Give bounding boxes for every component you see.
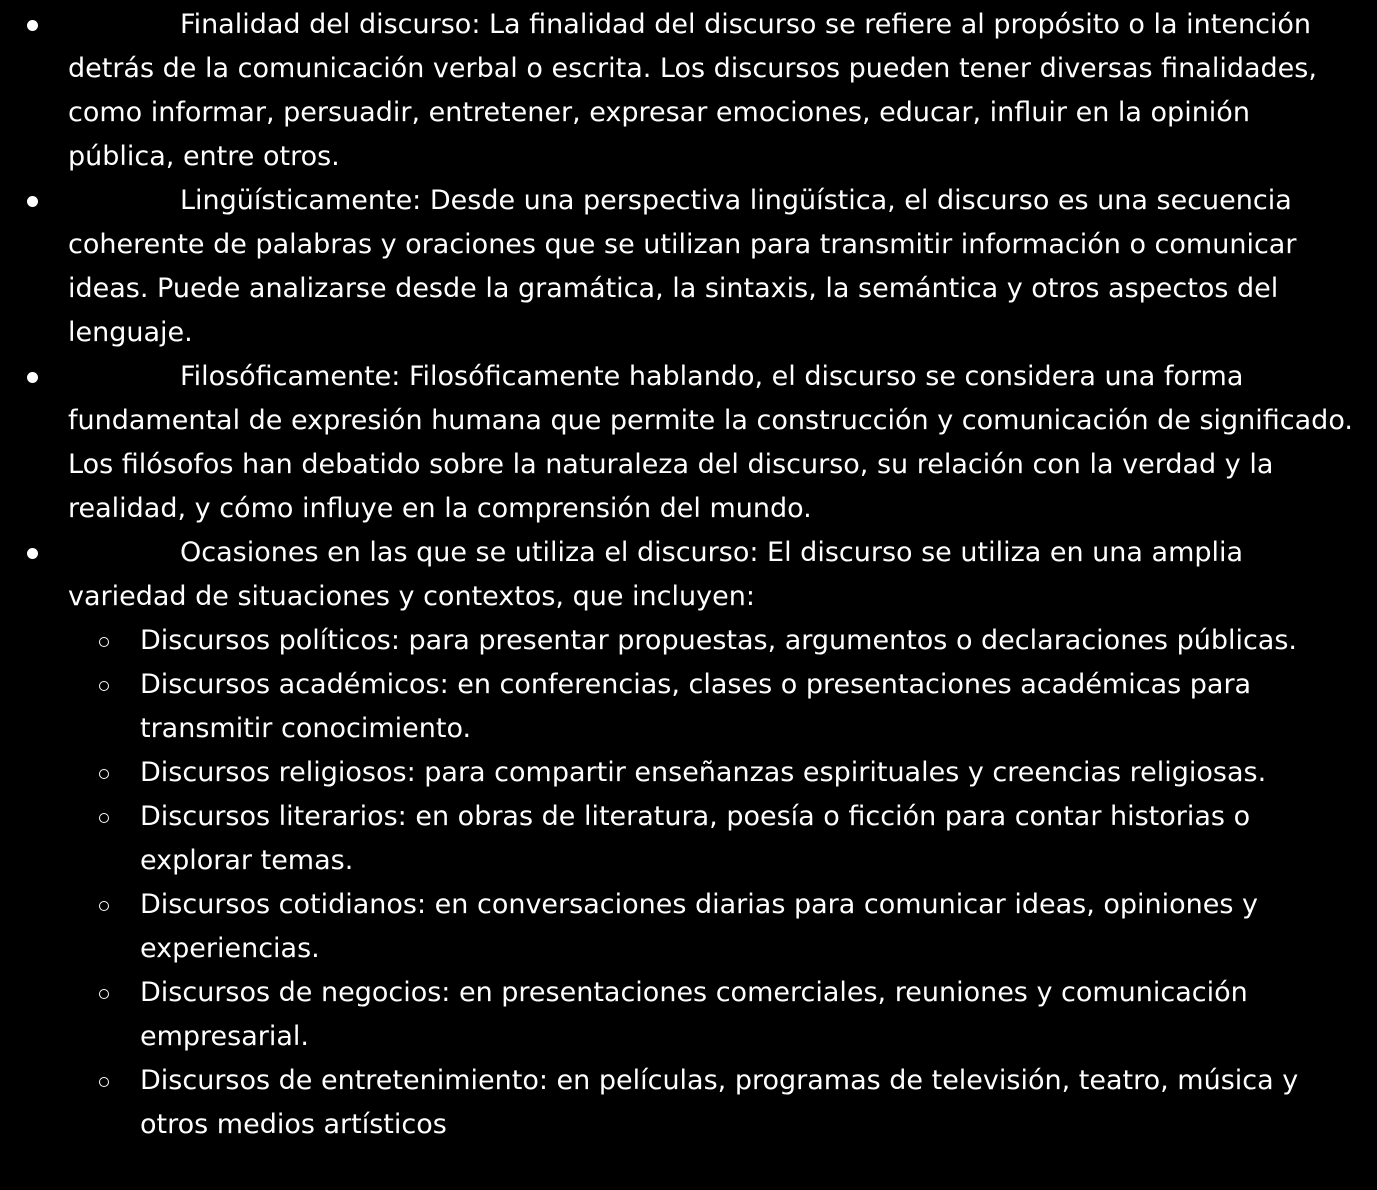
- hollow-bullet-icon: [94, 883, 114, 927]
- sub-list-item: [140, 751, 1358, 795]
- sub-list-item-text: Discursos religiosos: para compartir enseñanzas espirituales y creencias religiosas.: [140, 757, 1267, 788]
- hollow-bullet-icon: [94, 795, 114, 839]
- list-item: [68, 531, 1358, 619]
- hollow-bullet-icon: [94, 619, 114, 663]
- list-item-text: Finalidad del discurso: La finalidad del discurso se refiere al propósito o la intención detrás de la comunicación verbal o escrita. Los discursos pueden tener diversas finalidades, como informar, persuadir, entretener, expresar emociones, educar, influir en la opinión pública, entre otros.: [68, 9, 1317, 172]
- hollow-bullet-icon: [94, 751, 114, 795]
- hollow-bullet-icon: [94, 663, 114, 707]
- hollow-bullet-icon: [94, 1059, 114, 1103]
- sub-list-item-text: Discursos literarios: en obras de literatura, poesía o ficción para contar historias o explorar temas.: [140, 801, 1251, 876]
- bullet-icon: [22, 179, 42, 223]
- list-item: [68, 3, 1358, 179]
- sub-list-item-text: Discursos académicos: en conferencias, clases o presentaciones académicas para transmitir conocimiento.: [140, 669, 1252, 744]
- list-item-text: Ocasiones en las que se utiliza el discurso: El discurso se utiliza en una amplia variedad de situaciones y contextos, que incluyen:: [68, 537, 1244, 612]
- sub-list-item-text: Discursos cotidianos: en conversaciones diarias para comunicar ideas, opiniones y experiencias.: [140, 889, 1259, 964]
- sub-list-item-text: Discursos de negocios: en presentaciones comerciales, reuniones y comunicación empresarial.: [140, 977, 1248, 1052]
- hollow-bullet-icon: [94, 971, 114, 1015]
- sub-list-item-text: Discursos de entretenimiento: en películas, programas de televisión, teatro, música y otros medios artísticos: [140, 1065, 1299, 1140]
- bullet-icon: [22, 531, 42, 575]
- bullet-icon: [22, 3, 42, 47]
- sub-list-item: [140, 795, 1358, 883]
- list-item: [68, 179, 1358, 355]
- list-item: [68, 355, 1358, 531]
- list-item-text: Lingüísticamente: Desde una perspectiva lingüística, el discurso es una secuencia coherente de palabras y oraciones que se utilizan para transmitir información o comunicar ideas. Puede analizarse desde la gramática, la sintaxis, la semántica y otros aspectos del lenguaje.: [68, 185, 1297, 348]
- sub-list-item: [140, 883, 1358, 971]
- sub-list-item-text: Discursos políticos: para presentar propuestas, argumentos o declaraciones públicas.: [140, 625, 1298, 656]
- sub-list-item: [140, 619, 1358, 663]
- list-item-text: Filosóficamente: Filosóficamente hablando, el discurso se considera una forma fundamental de expresión humana que permite la construcción y comunicación de significado. Los filósofos han debatido sobre la naturaleza del discurso, su relación con la verdad y la realidad, y cómo influye en la comprensión del mundo.: [68, 361, 1353, 524]
- bullet-icon: [22, 355, 42, 399]
- sub-list-item: [140, 971, 1358, 1059]
- sub-list-item: [140, 1059, 1358, 1147]
- sub-list-item: [140, 663, 1358, 751]
